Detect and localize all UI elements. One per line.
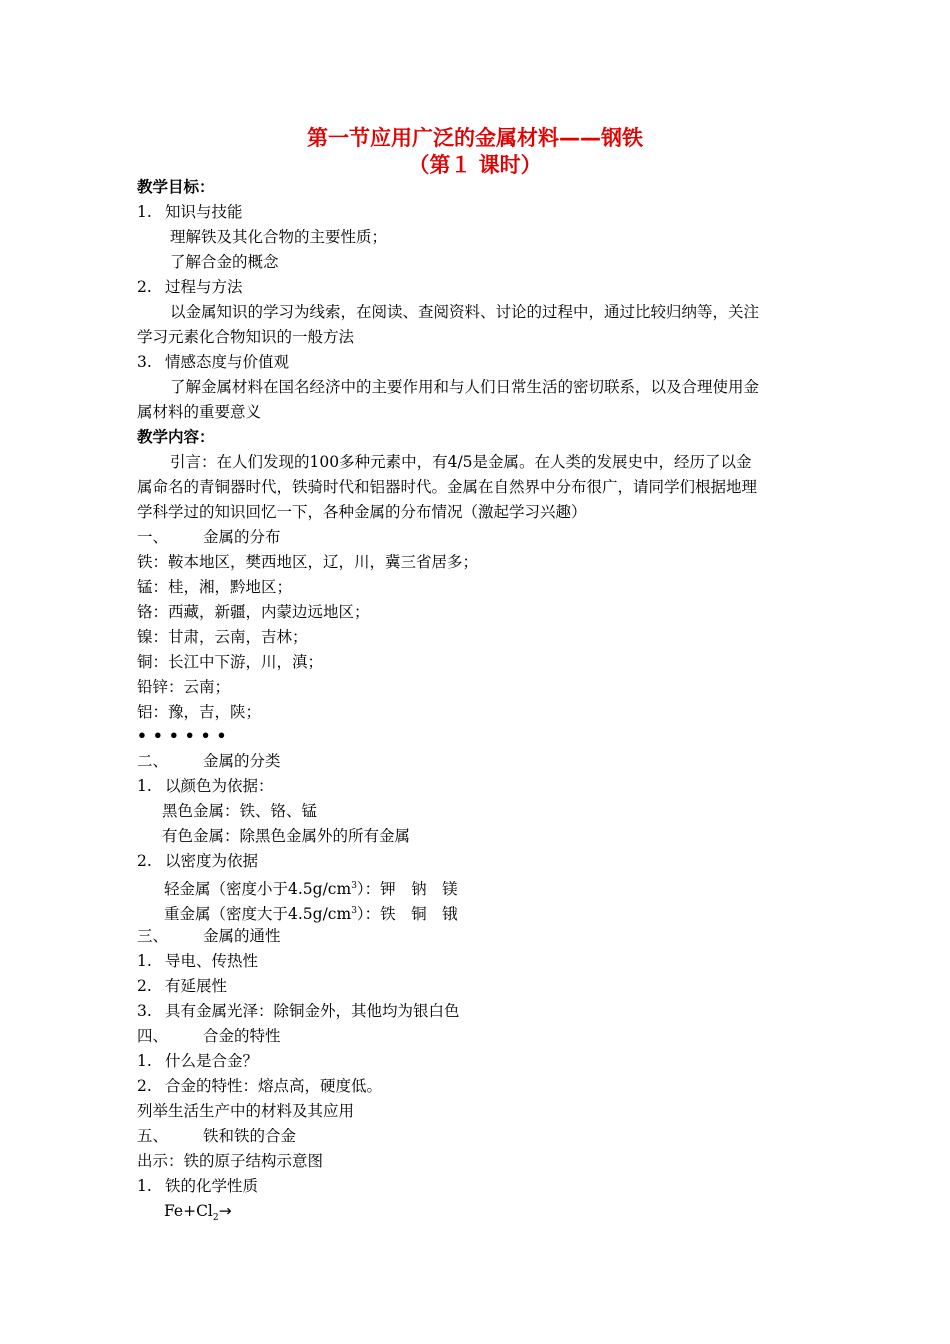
objective-item-2-number: 2. <box>137 278 152 296</box>
formula-reactants: Fe+Cl <box>164 1202 213 1220</box>
intro-line-3: 学科学过的知识回忆一下，各种金属的分布情况（激起学习兴趣） <box>137 503 587 521</box>
intro-line-2: 属命名的青铜器时代，铁骑时代和铝器时代。金属在自然界中分布很广，请同学们根据地理 <box>137 478 758 496</box>
objective-item-3 <box>137 352 289 372</box>
objective-item-2-line-2: 学习元素化合物知识的一般方法 <box>137 328 355 346</box>
objective-item-1 <box>137 202 243 222</box>
section-4-heading <box>137 1026 281 1046</box>
objective-item-3-label: 情感态度与价值观 <box>165 353 290 371</box>
section-2-heading <box>137 751 281 771</box>
distribution-item: 铅锌：云南； <box>137 678 231 696</box>
classification-item-2-number: 2. <box>137 852 152 870</box>
property-item-number: 3. <box>137 1002 152 1020</box>
objective-item-1-label: 知识与技能 <box>165 203 243 221</box>
objective-item-3-number: 3. <box>137 353 152 371</box>
property-item-text: 具有金属光泽：除铜金外，其他均为银白色 <box>165 1002 460 1020</box>
section-2-number: 二、 <box>137 752 169 770</box>
alloy-item-text: 合金的特性：熔点高，硬度低。 <box>165 1077 383 1095</box>
formula-subscript: 2 <box>212 1213 219 1224</box>
distribution-item: 铬：西藏，新疆，内蒙边远地区； <box>137 603 370 621</box>
alloy-item-text: 什么是合金？ <box>165 1052 259 1070</box>
objective-item-3-line-2: 属材料的重要意义 <box>137 403 262 421</box>
iron-structure-note: 出示：铁的原子结构示意图 <box>137 1152 324 1170</box>
distribution-item: 锰：桂，湘，黔地区； <box>137 578 293 596</box>
classification-item-2-label: 以密度为依据 <box>165 852 259 870</box>
section-1-heading <box>137 527 281 547</box>
heavy-metals-text: 重金属（密度大于4.5g/cm <box>164 905 352 924</box>
iron-item-1-number: 1. <box>137 1177 152 1195</box>
property-item-number: 1. <box>137 952 152 970</box>
iron-item-1-label: 铁的化学性质 <box>165 1177 259 1195</box>
section-5-label: 铁和铁的合金 <box>203 1127 297 1145</box>
objectives-heading: 教学目标： <box>137 178 215 196</box>
objective-item-1-number: 1. <box>137 203 152 221</box>
document-subtitle: （第１ 课时） <box>408 153 542 177</box>
property-item <box>137 951 258 971</box>
section-3-heading <box>137 926 281 946</box>
intro-line-1: 引言：在人们发现的100多种元素中，有4/5是金属。在人类的发展史中，经历了以金 <box>170 453 752 471</box>
objective-item-2-line-1: 以金属知识的学习为线索，在阅读、查阅资料、讨论的过程中，通过比较归纳等，关注 <box>170 303 760 321</box>
reaction-formula <box>164 1201 232 1228</box>
distribution-item: 铜：长江中下游，川，滇； <box>137 653 324 671</box>
ellipsis-dots: •••••• <box>137 726 233 745</box>
property-item <box>137 976 227 996</box>
distribution-item: 镍：甘肃，云南，吉林； <box>137 628 308 646</box>
distribution-item: 铝：豫，吉，陕； <box>137 703 262 721</box>
classification-item-2 <box>137 851 258 871</box>
light-metals-line <box>164 876 458 899</box>
objective-item-3-line-1: 了解金属材料在国名经济中的主要作用和与人们日常生活的密切联系，以及合理使用金 <box>170 378 760 396</box>
alloy-item-number: 1. <box>137 1052 152 1070</box>
property-item-number: 2. <box>137 977 152 995</box>
section-2-label: 金属的分类 <box>203 752 281 770</box>
content-heading: 教学内容： <box>137 428 215 446</box>
heavy-metals-list: ）：铁 铜 锇 <box>356 905 458 924</box>
distribution-item: 铁：鞍本地区，樊西地区，辽，川，冀三省居多； <box>137 553 479 571</box>
iron-item-1 <box>137 1176 258 1196</box>
section-5-heading <box>137 1126 296 1146</box>
alloy-item-number: 2. <box>137 1077 152 1095</box>
property-item <box>137 1001 460 1021</box>
classification-item-1-number: 1. <box>137 777 152 795</box>
reaction-arrow-icon: → <box>218 1202 232 1220</box>
objective-item-1-line-2: 了解合金的概念 <box>170 253 279 271</box>
section-3-label: 金属的通性 <box>203 927 281 945</box>
alloy-note: 列举生活生产中的材料及其应用 <box>137 1102 355 1120</box>
section-1-number: 一、 <box>137 528 169 546</box>
black-metals-line: 黑色金属：铁、铬、锰 <box>162 802 318 820</box>
section-4-label: 合金的特性 <box>203 1027 281 1045</box>
objective-item-2 <box>137 277 243 297</box>
colored-metals-line: 有色金属：除黑色金属外的所有金属 <box>162 827 411 845</box>
light-metals-text: 轻金属（密度小于4.5g/cm <box>164 880 352 899</box>
property-item-text: 有延展性 <box>165 977 228 995</box>
heavy-metals-superscript: 3 <box>351 906 357 916</box>
section-5-number: 五、 <box>137 1127 169 1145</box>
document-title: 第一节应用广泛的金属材料——钢铁 <box>307 126 643 150</box>
section-1-label: 金属的分布 <box>203 528 281 546</box>
light-metals-list: ）：钾 钠 镁 <box>356 880 458 899</box>
section-4-number: 四、 <box>137 1027 169 1045</box>
objective-item-1-line-1: 理解铁及其化合物的主要性质； <box>170 228 388 246</box>
light-metals-superscript: 3 <box>351 881 357 891</box>
section-3-number: 三、 <box>137 927 169 945</box>
classification-item-1 <box>137 776 274 796</box>
property-item-text: 导电、传热性 <box>165 952 259 970</box>
heavy-metals-line <box>164 901 458 924</box>
alloy-item <box>137 1051 258 1071</box>
alloy-item <box>137 1076 382 1096</box>
objective-item-2-label: 过程与方法 <box>165 278 243 296</box>
classification-item-1-label: 以颜色为依据： <box>165 777 274 795</box>
